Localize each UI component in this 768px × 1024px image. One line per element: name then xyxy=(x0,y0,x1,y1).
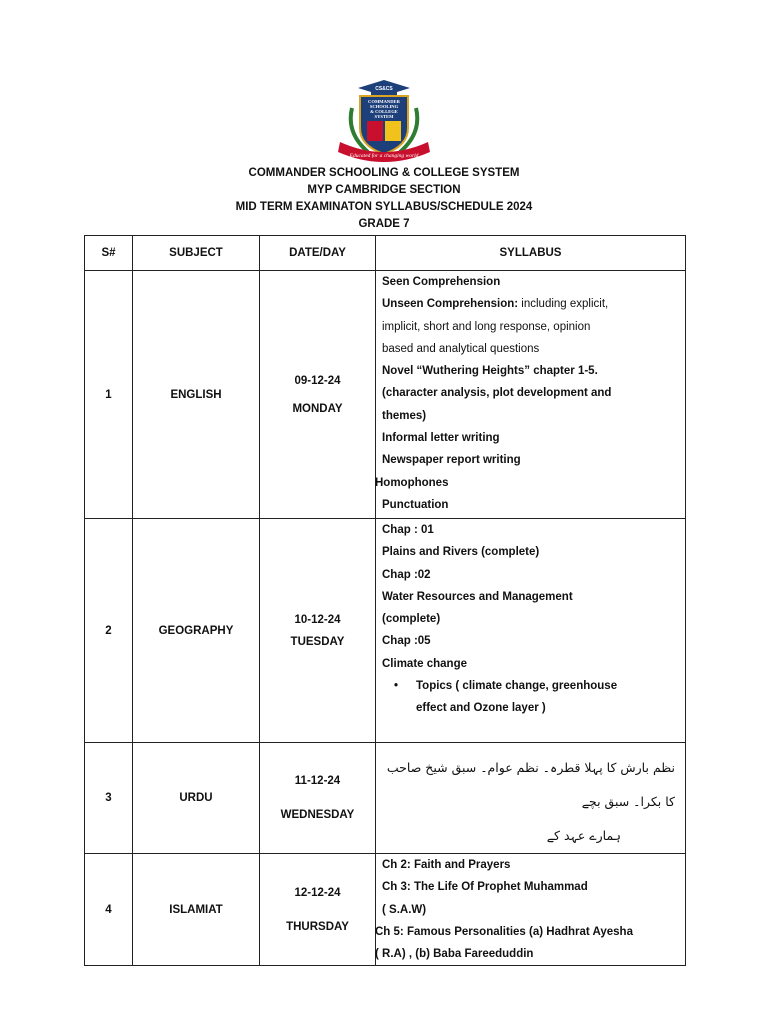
row-sno: 2 xyxy=(85,519,133,743)
row-date: 09-12-24 MONDAY xyxy=(260,271,376,519)
row-subject: URDU xyxy=(133,743,260,854)
table-row xyxy=(85,519,686,743)
row-subject: ENGLISH xyxy=(133,271,260,519)
table-row xyxy=(85,271,686,519)
row-subject: GEOGRAPHY xyxy=(133,519,260,743)
grade-title: GRADE 7 xyxy=(358,218,410,230)
row-syllabus: Seen Comprehension Unseen Comprehension: including explicit, implicit, short and long response, opinion based and analytical questions Novel “Wuthering Heights” chapter 1-5. (character analysis, plot development and themes) Informal letter writing Newspaper report writing Homophones Punctuation xyxy=(376,271,686,519)
row-sno: 1 xyxy=(85,271,133,519)
logo-top-text: CS&CS xyxy=(375,86,393,92)
syllabus-table xyxy=(84,235,686,966)
row-date: 11-12-24 WEDNESDAY xyxy=(260,743,376,854)
header-date: DATE/DAY xyxy=(260,236,376,271)
svg-text:& COLLEGE: & COLLEGE xyxy=(370,109,398,114)
row-sno: 3 xyxy=(85,743,133,854)
school-logo xyxy=(334,78,434,166)
row-date: 10-12-24 TUESDAY xyxy=(260,519,376,743)
row-subject: ISLAMIAT xyxy=(133,854,260,966)
svg-text:SYSTEM: SYSTEM xyxy=(374,114,394,119)
table-header-row xyxy=(85,236,686,271)
svg-text:SCHOOLING: SCHOOLING xyxy=(369,104,399,109)
section-title: MYP CAMBRIDGE SECTION xyxy=(307,184,461,196)
row-syllabus: Chap : 01 Plains and Rivers (complete) Chap :02 Water Resources and Management (complete) Chap :05 Climate change • Topics ( climate change, greenhouse effect and Ozone layer ) xyxy=(376,519,686,743)
header-subject: SUBJECT xyxy=(133,236,260,271)
school-name: COMMANDER SCHOOLING & COLLEGE SYSTEM xyxy=(248,167,520,179)
exam-title: MID TERM EXAMINATON SYLLABUS/SCHEDULE 2024 xyxy=(235,201,533,213)
row-date: 12-12-24 THURSDAY xyxy=(260,854,376,966)
row-sno: 4 xyxy=(85,854,133,966)
row-syllabus: Ch 2: Faith and Prayers Ch 3: The Life Of Prophet Muhammad ( S.A.W) Ch 5: Famous Personalities (a) Hadhrat Ayesha ( R.A) , (b) Baba Fareeduddin xyxy=(376,854,686,966)
row-syllabus: نظم بارش کا پہلا قطرہ۔ نظم عوام۔ سبق شیخ صاحب کا بکرا۔ سبق بچے ہمارے عہد کے xyxy=(376,743,686,854)
header-sno: S# xyxy=(85,236,133,271)
svg-text:COMMANDER: COMMANDER xyxy=(368,99,400,104)
table-row xyxy=(85,854,686,966)
table-row xyxy=(85,743,686,854)
header-syllabus: SYLLABUS xyxy=(376,236,686,271)
logo-motto: Educated for a changing world xyxy=(349,153,419,159)
